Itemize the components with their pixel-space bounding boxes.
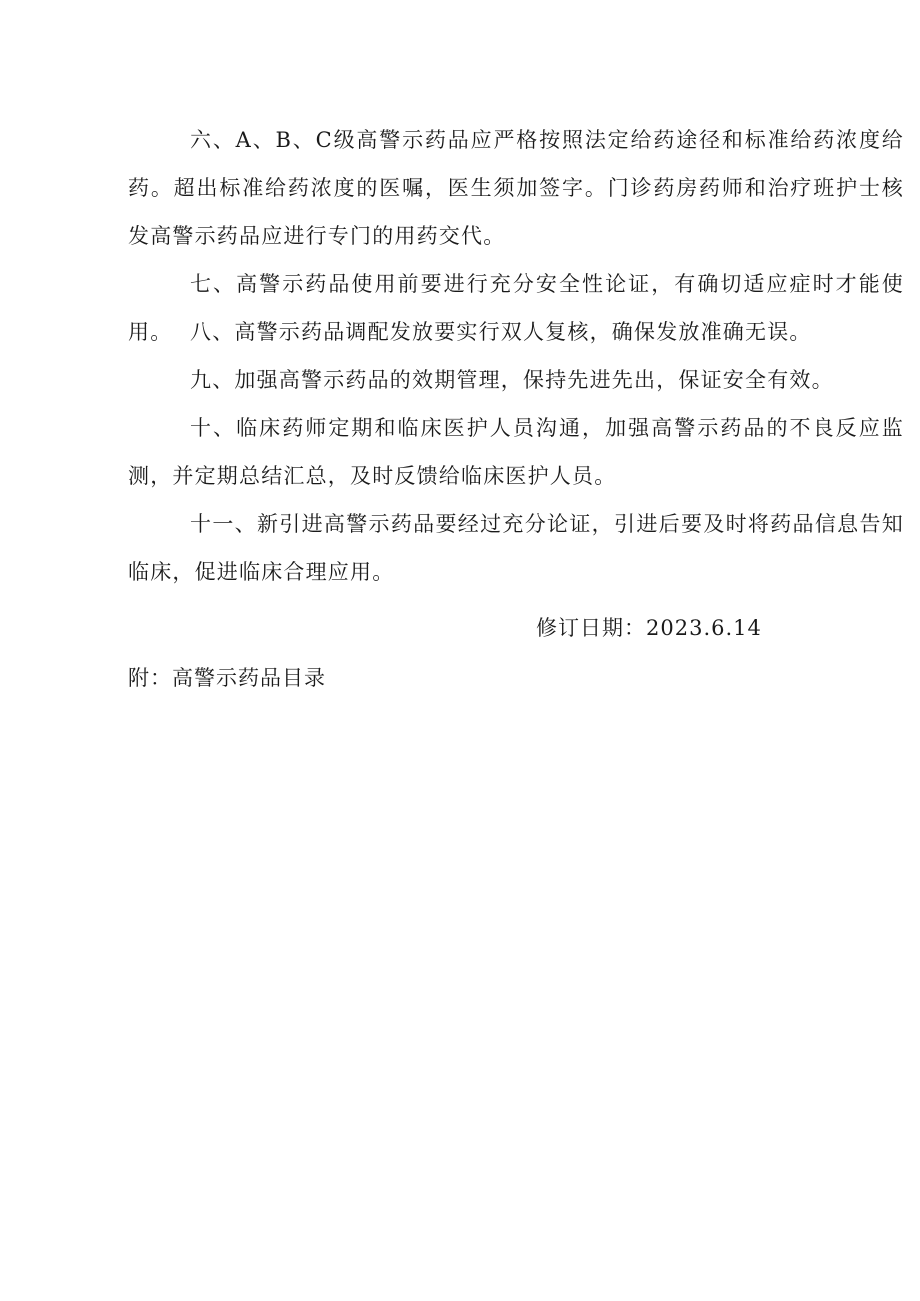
- paragraph-eight: 八、高警示药品调配发放要实行双人复核，确保发放准确无误。: [190, 320, 812, 344]
- revision-date: 修订日期：2023.6.14: [536, 616, 762, 640]
- paragraph-seven: 七、高警示药品使用前要进行充分安全性论证，有确切适应症时才能使用。: [128, 272, 904, 344]
- paragraph-nine: 九、加强高警示药品的效期管理，保持先进先出，保证安全有效。: [190, 368, 834, 392]
- paragraph-ten: 十、临床药师定期和临床医护人员沟通，加强高警示药品的不良反应监测，并定期总结汇总，及时反馈给临床医护人员。: [128, 416, 904, 488]
- paragraph-eleven: 十一、新引进高警示药品要经过充分论证，引进后要及时将药品信息告知临床，促进临床合理应用。: [128, 512, 904, 584]
- paragraph-six: 六、A、B、C级高警示药品应严格按照法定给药途径和标准给药浓度给药。超出标准给药浓度的医嘱，医生须加签字。门诊药房药师和治疗班护士核发高警示药品应进行专门的用药交代。: [128, 128, 904, 248]
- attachment-note: 附：高警示药品目录: [128, 666, 326, 690]
